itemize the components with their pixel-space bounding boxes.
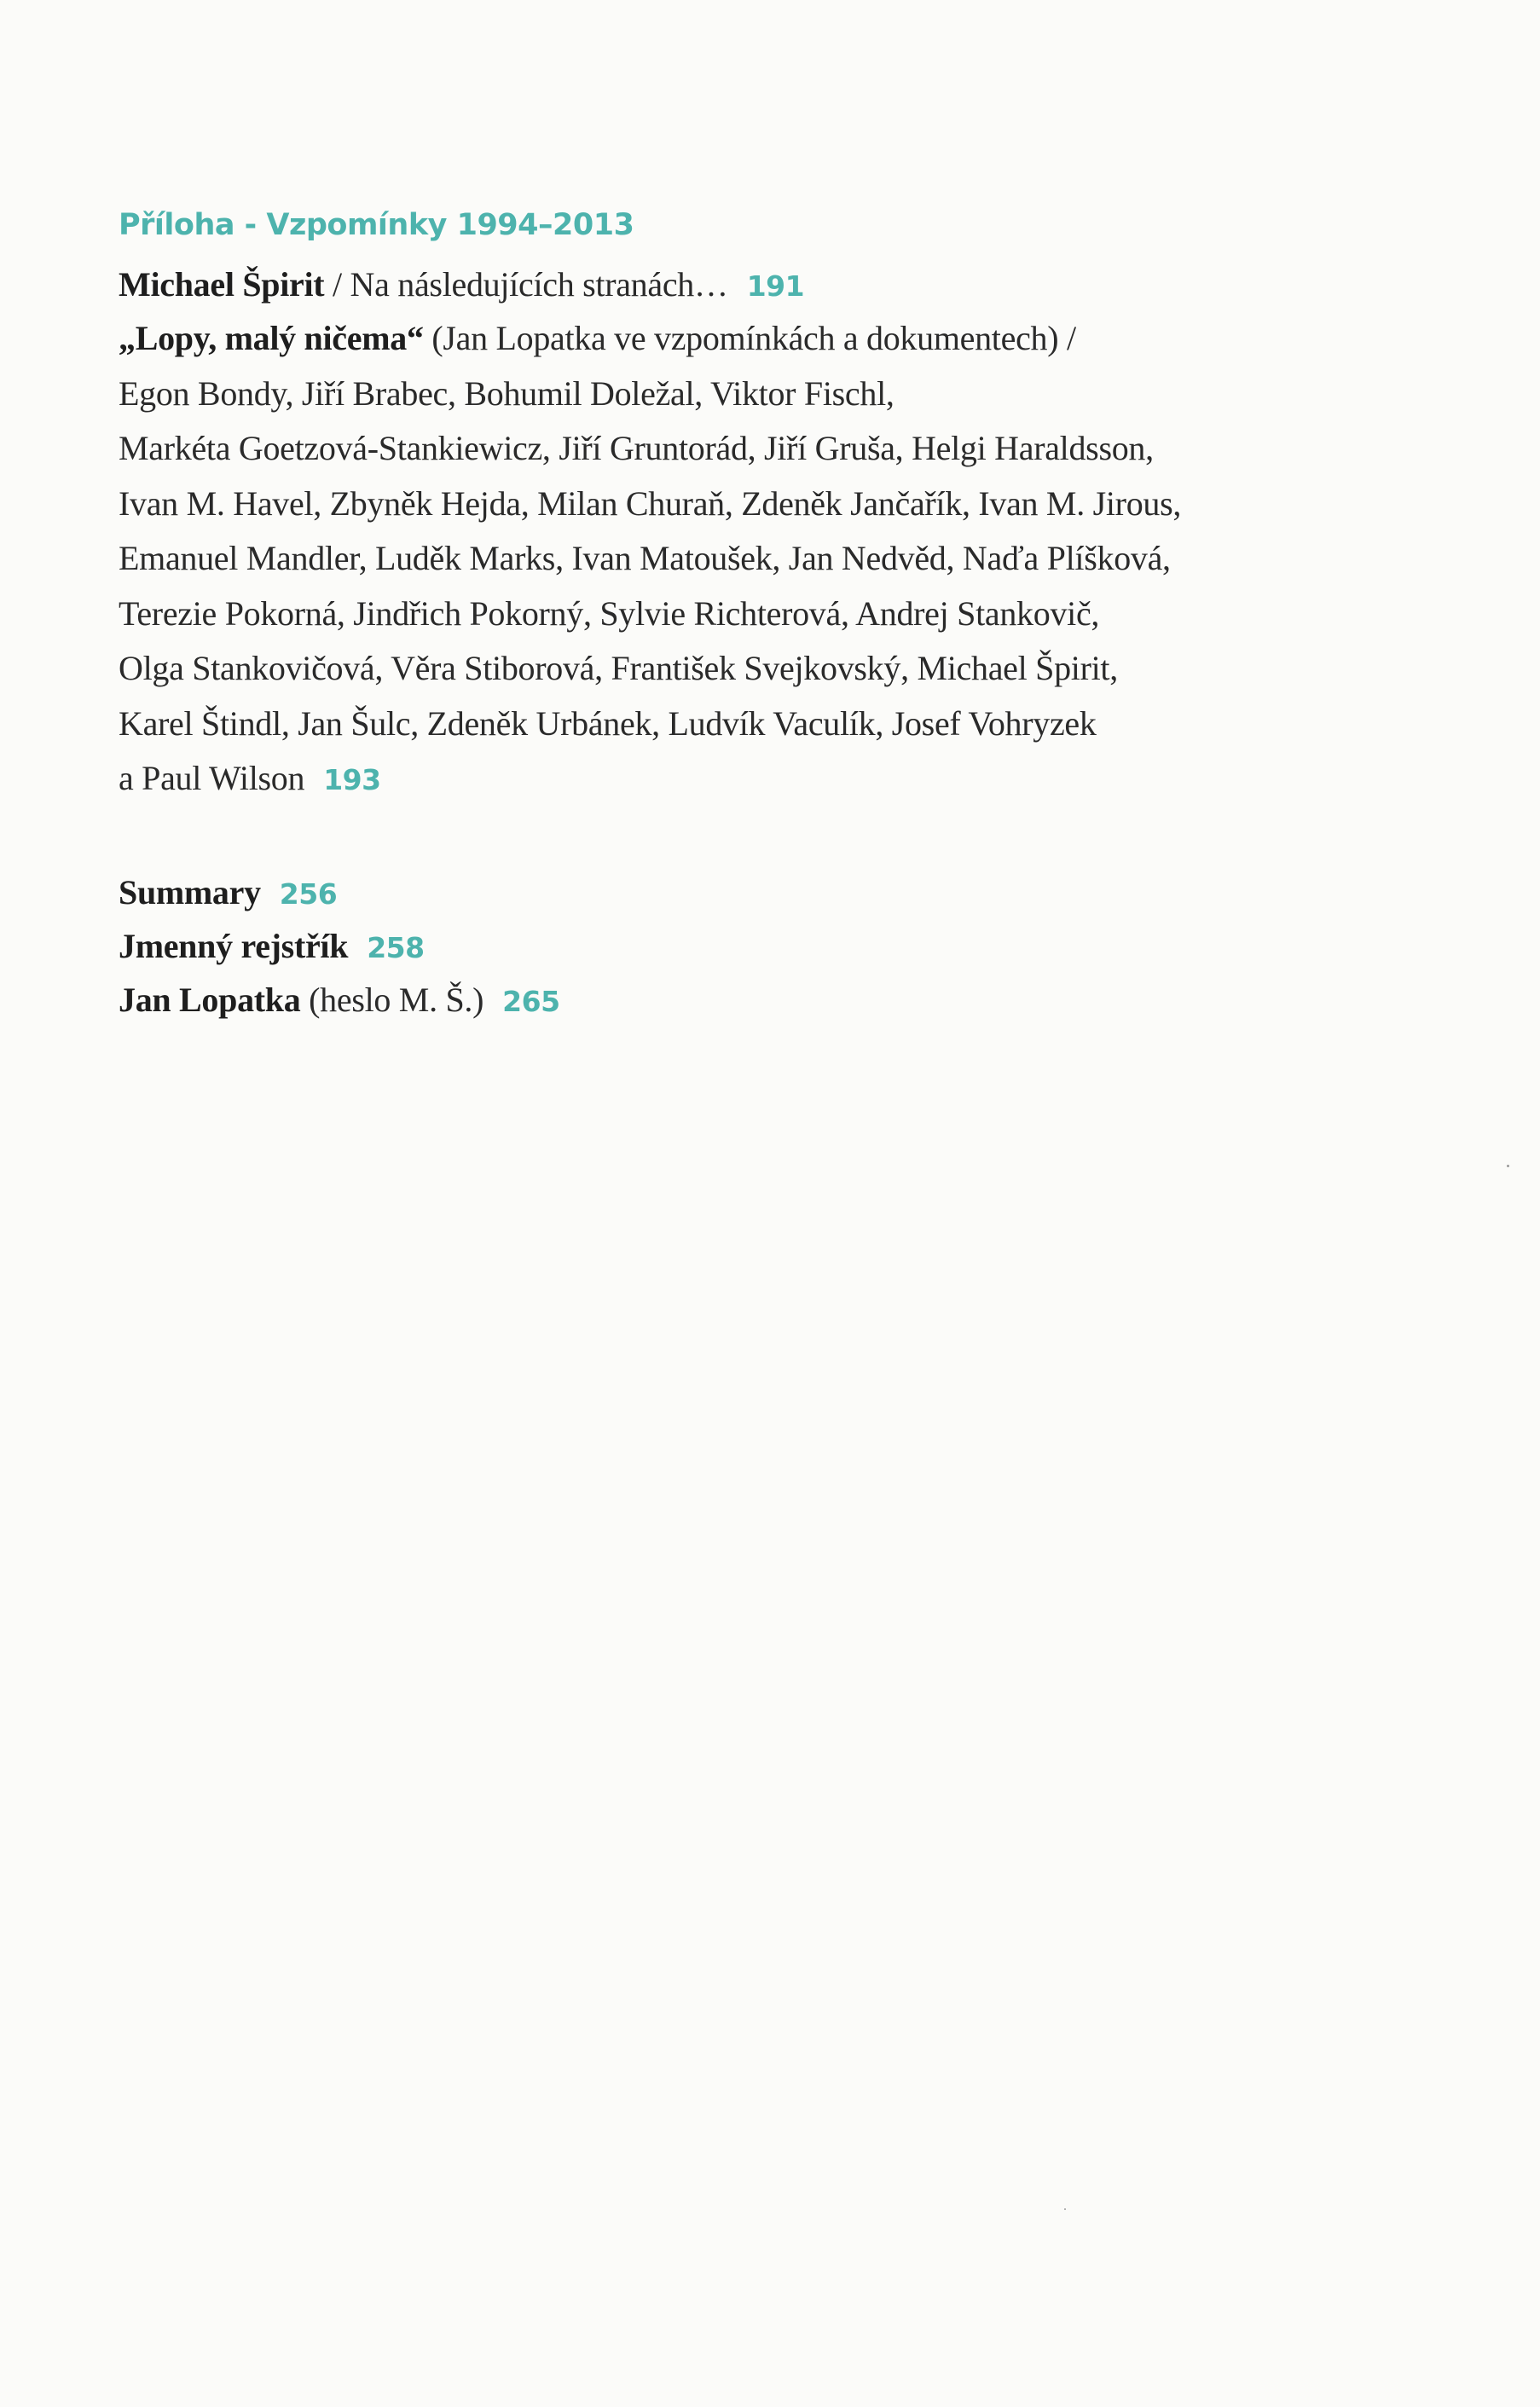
entry-title: „Lopy, malý ničema“	[119, 319, 424, 357]
entry-title: Jan Lopatka	[119, 981, 301, 1019]
entry-text: a Paul Wilson	[119, 759, 305, 797]
entry-line: Markéta Goetzová-Stankiewicz, Jiří Gruntorád, Jiří Gruša, Helgi Haraldsson,	[119, 429, 1154, 467]
page-number: 265	[502, 985, 560, 1018]
paper-speck	[1064, 2208, 1066, 2210]
entry-line	[119, 751, 1181, 808]
page-number: 193	[323, 763, 381, 796]
entry-line: Olga Stankovičová, Věra Stiborová, František Svejkovský, Michael Špirit,	[119, 649, 1118, 687]
toc-entry-spirit	[119, 257, 804, 315]
entry-line: Emanuel Mandler, Luděk Marks, Ivan Matoušek, Jan Nedvěd, Naďa Plíšková,	[119, 539, 1171, 577]
toc-entry-summary	[119, 865, 337, 923]
page-number: 256	[279, 877, 338, 911]
page-number: 258	[367, 931, 425, 964]
section-heading: Příloha - Vzpomínky 1994–2013	[119, 208, 634, 242]
entry-title: Jmenný rejstřík	[119, 927, 349, 965]
entry-line: Egon Bondy, Jiří Brabec, Bohumil Doležal, Viktor Fischl,	[119, 373, 894, 413]
entry-author: Michael Špirit	[119, 265, 325, 304]
entry-text: (Jan Lopatka ve vzpomínkách a dokumentech) /	[423, 319, 1076, 357]
toc-entry-lopy	[119, 311, 1181, 808]
entry-text: / Na následujících stranách…	[324, 265, 728, 304]
entry-line: Ivan M. Havel, Zbyněk Hejda, Milan Churaň, Zdeněk Jančařík, Ivan M. Jirous,	[119, 483, 1182, 523]
page-number: 191	[746, 269, 805, 303]
toc-entry-index	[119, 919, 425, 976]
paper-speck	[1507, 1165, 1509, 1167]
entry-line	[119, 311, 1181, 367]
entry-text: (heslo M. Š.)	[300, 981, 484, 1019]
entry-line: Terezie Pokorná, Jindřich Pokorný, Sylvie Richterová, Andrej Stankovič,	[119, 593, 1100, 633]
entry-title: Summary	[119, 873, 261, 911]
toc-entry-lopatka	[119, 973, 560, 1030]
entry-line: Karel Štindl, Jan Šulc, Zdeněk Urbánek, Ludvík Vaculík, Josef Vohryzek	[119, 703, 1097, 743]
